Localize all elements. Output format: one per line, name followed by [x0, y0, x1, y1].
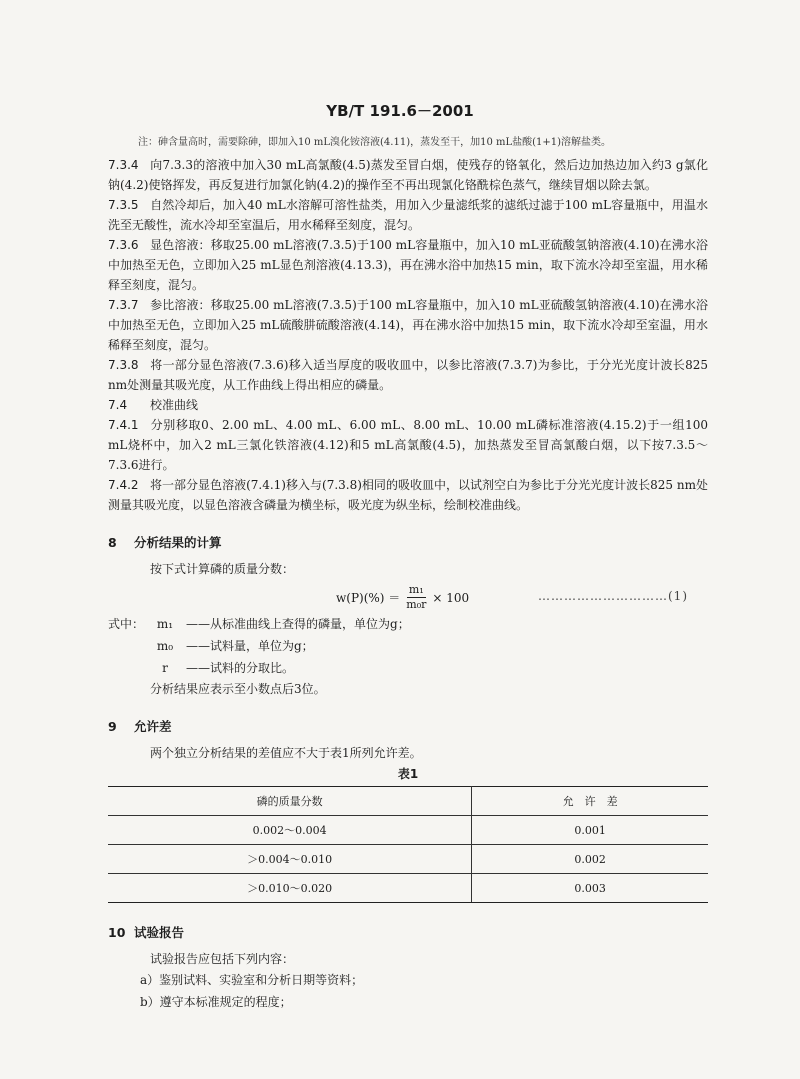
page-header: YB/T 191.6－2001 — [326, 102, 474, 120]
clause-7-4-2: 7.4.2 将一部分显色溶液(7.4.1)移入与(7.3.8)相同的吸收皿中，以试剂空白为参比于分光光度计波长825 nm处测量其吸光度，以显色溶液含磷量为横坐标，吸光度为纵坐标，绘制校准曲线。 — [108, 478, 708, 512]
clause-7-3-5: 7.3.5 自然冷却后，加入40 mL水溶解可溶性盐类，用加入少量滤纸浆的滤纸过滤于100 mL容量瓶中，用温水洗至无酸性，流水冷却至室温后，用水稀释至刻度，混匀。 — [108, 198, 708, 232]
section-8-intro: 按下式计算磷的质量分数： — [150, 562, 295, 576]
tolerance-table — [108, 786, 708, 903]
section-10-intro: 试验报告应包括下列内容： — [150, 952, 295, 966]
clause-7-3-8: 7.3.8 将一部分显色溶液(7.3.6)移入适当厚度的吸收皿中，以参比溶液(7.3.7)为参比，于分光光度计波长825 nm处测量其吸光度，从工作曲线上得出相应的磷量。 — [108, 358, 708, 392]
table-cell: ＞0.010～0.020 — [108, 874, 472, 903]
formula-numerator: m₁ — [408, 583, 424, 596]
section-9-title: 9 允许差 — [108, 719, 172, 734]
where-line-3: r ——试料的分取比。 — [162, 661, 295, 675]
table-title: 表1 — [397, 767, 419, 781]
table-row — [108, 874, 708, 903]
table-cell: 0.002～0.004 — [108, 816, 472, 845]
report-item-b: b）遵守本标准规定的程度； — [140, 995, 292, 1009]
section-8-tail: 分析结果应表示至小数点后3位。 — [150, 682, 326, 696]
where-line-1: 式中： m₁ ——从标准曲线上查得的磷量，单位为g； — [108, 617, 410, 631]
clause-7-4: 7.4 校准曲线 — [108, 398, 199, 412]
formula-fraction — [406, 583, 426, 612]
table-cell: ＞0.004～0.010 — [108, 845, 472, 874]
section-9-intro: 两个独立分析结果的差值应不大于表1所列允许差。 — [150, 746, 422, 760]
note: 注：砷含量高时，需要除砷，即加入10 mL溴化铵溶液(4.11)，蒸发至干，加10 mL盐酸(1+1)溶解盐类。 — [138, 137, 612, 148]
clause-7-4-1: 7.4.1 分别移取0、2.00 mL、4.00 mL、6.00 mL、8.00 mL、10.00 mL磷标准溶液(4.15.2)于一组100 mL烧杯中，加入2 mL三氯化铁溶液(4.12)和5 mL高氯酸(4.5)，加热蒸发至冒高氯酸白烟，以下按7.3.5～7.3.6进行。 — [108, 418, 708, 472]
clause-7-3-7: 7.3.7 参比溶液：移取25.00 mL溶液(7.3.5)于100 mL容量瓶中，加入10 mL亚硫酸氢钠溶液(4.10)在沸水浴中加热至无色，立即加入25 mL硫酸肼硫酸溶液(4.14)，再在沸水浴中加热15 min，取下流水冷却至室温，用水稀释至刻度，混匀。 — [108, 298, 708, 352]
table-row — [108, 845, 708, 874]
formula — [108, 579, 708, 613]
table-row — [108, 816, 708, 845]
report-item-a: a）鉴别试料、实验室和分析日期等资料； — [140, 973, 364, 987]
table-cell: 0.001 — [472, 816, 708, 845]
section-10-title: 10 试验报告 — [108, 925, 185, 940]
table-cell: 0.003 — [472, 874, 708, 903]
table-header-row — [108, 787, 708, 816]
section-8-title: 8 分析结果的计算 — [108, 535, 222, 550]
clause-7-3-6: 7.3.6 显色溶液：移取25.00 mL溶液(7.3.5)于100 mL容量瓶中，加入10 mL亚硫酸氢钠溶液(4.10)在沸水浴中加热至无色，立即加入25 mL显色剂溶液(4.13.3)，再在沸水浴中加热15 min，取下流水冷却至室温，用水稀释至刻度，混匀。 — [108, 238, 708, 292]
where-line-2: m₀ ——试料量，单位为g； — [156, 639, 314, 653]
table-header: 磷的质量分数 — [108, 787, 472, 816]
formula-denominator: m₀r — [406, 598, 427, 611]
formula-number: …………………………(1) — [538, 589, 688, 603]
document-body — [108, 133, 708, 1013]
clause-7-3-4: 7.3.4 向7.3.3的溶液中加入30 mL高氯酸(4.5)蒸发至冒白烟，使残存的铬氧化，然后边加热边加入约3 g氯化钠(4.2)使铬挥发，再反复进行加氯化钠(4.2)的操作至不再出现氯化铬酰棕色蒸气，继续冒烟以除去氯。 — [108, 158, 708, 192]
formula-tail: × 100 — [432, 590, 470, 605]
formula-lhs: w(P)(%) ＝ — [336, 591, 401, 605]
table-header: 允 许 差 — [472, 787, 708, 816]
clause-list — [108, 155, 708, 515]
table-cell: 0.002 — [472, 845, 708, 874]
